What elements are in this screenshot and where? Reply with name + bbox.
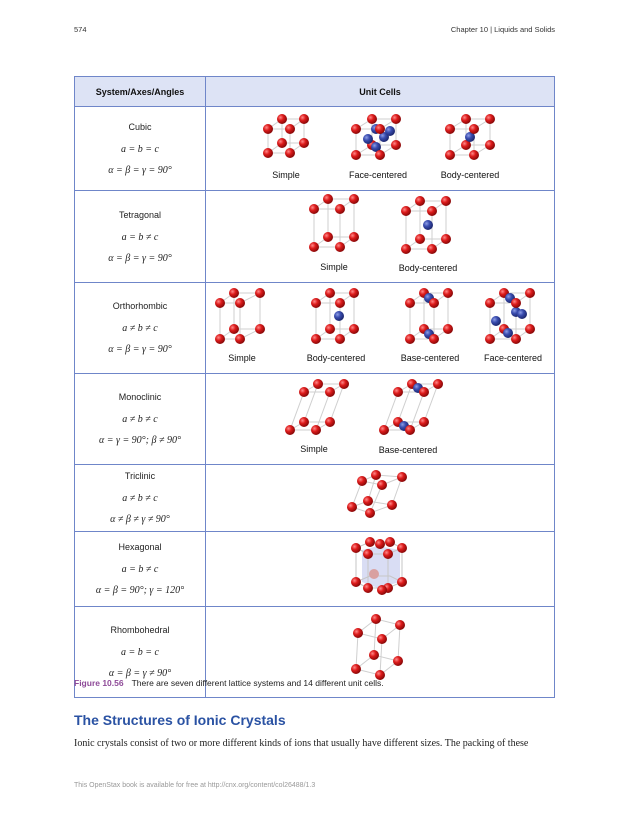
angles-relation: α = β = 90°; γ = 120° (95, 585, 185, 596)
table-row-cubic (75, 107, 555, 191)
cubic-face-centered-cell (351, 114, 401, 160)
cell-label-base-centered: Base-centered (378, 445, 438, 455)
page-footer: This OpenStax book is available for free at http://cnx.org/content/col26488/1.3 (74, 782, 316, 789)
cubic-cells-drawing (206, 107, 554, 185)
body-paragraph: Ionic crystals consist of two or more different kinds of ions that usually have different sizes. The packing of these (74, 738, 529, 749)
system-cell (75, 465, 206, 532)
column-header-unit-cells: Unit Cells (206, 77, 555, 107)
angles-relation: α = β = γ = 90° (108, 164, 172, 176)
hexagonal-cell-drawing (206, 532, 554, 601)
unit-cells-cell (206, 283, 555, 374)
axes-relation: a = b ≠ c (121, 231, 159, 243)
table-row-triclinic (75, 465, 555, 532)
system-name: Triclinic (124, 471, 156, 481)
monoclinic-simple-cell (285, 379, 349, 435)
tetragonal-body-centered-cell (401, 196, 451, 254)
system-name: Cubic (128, 121, 152, 132)
cell-label-simple: Simple (228, 353, 256, 363)
page-number: 574 (74, 25, 87, 34)
section-title: The Structures of Ionic Crystals (74, 712, 286, 728)
system-name: Monoclinic (118, 392, 162, 402)
system-name: Hexagonal (118, 542, 162, 552)
system-cell (75, 532, 206, 607)
axes-relation: a ≠ b ≠ c (122, 414, 158, 425)
unit-cells-cell (206, 107, 555, 191)
rhombohedral-cell (351, 614, 405, 680)
axes-relation: a ≠ b ≠ c (122, 323, 158, 334)
orthorhombic-face-centered-cell (485, 288, 535, 344)
orthorhombic-base-centered-cell (405, 288, 453, 344)
monoclinic-base-centered-cell (379, 379, 443, 435)
figure-label: Figure 10.56 (74, 678, 124, 688)
cubic-simple-cell (263, 114, 309, 158)
triclinic-cell-drawing (206, 465, 554, 526)
triclinic-cell (347, 470, 407, 518)
table-row-monoclinic (75, 374, 555, 465)
axes-relation: a = b = c (121, 647, 159, 658)
unit-cells-cell (206, 465, 555, 532)
orthorhombic-cells-drawing (206, 283, 554, 368)
cubic-body-centered-cell (445, 114, 495, 160)
table-row-orthorhombic (75, 283, 555, 374)
table-row-tetragonal (75, 191, 555, 283)
unit-cells-cell (206, 374, 555, 465)
cell-label-simple: Simple (272, 170, 300, 180)
table-row-hexagonal (75, 532, 555, 607)
system-cell (75, 374, 206, 465)
angles-relation: α = β = γ = 90° (108, 252, 172, 264)
axes-relation: a ≠ b ≠ c (122, 493, 158, 504)
angles-relation: α = β = γ = 90° (108, 344, 172, 355)
system-cell (75, 191, 206, 283)
axes-relation: a = b = c (121, 143, 159, 155)
cell-label-body-centered: Body-centered (440, 170, 500, 180)
column-header-system: System/Axes/Angles (75, 77, 206, 107)
orthorhombic-simple-cell (215, 288, 265, 344)
system-cell (75, 107, 206, 191)
cell-label-simple: Simple (320, 262, 348, 272)
tetragonal-simple-cell (309, 194, 359, 252)
angles-relation: α = β = γ ≠ 90° (108, 668, 172, 679)
cell-label-base-centered: Base-centered (400, 353, 460, 363)
cell-label-simple: Simple (300, 444, 328, 454)
figure-caption (74, 678, 384, 688)
caption-text: There are seven different lattice systems and 14 different unit cells. (131, 678, 384, 688)
unit-cells-cell (206, 191, 555, 283)
chapter-header: Chapter 10 | Liquids and Solids (450, 25, 555, 34)
lattice-table (74, 76, 555, 698)
unit-cells-cell (206, 532, 555, 607)
system-name: Rhombohedral (110, 625, 170, 635)
cell-label-face-centered: Face-centered (483, 353, 543, 363)
cell-label-face-centered: Face-centered (348, 170, 408, 180)
angles-relation: α ≠ β ≠ γ ≠ 90° (110, 514, 170, 525)
system-name: Orthorhombic (112, 301, 168, 311)
cell-label-body-centered: Body-centered (306, 353, 366, 363)
axes-relation: a = b ≠ c (121, 564, 159, 575)
tetragonal-cells-drawing (206, 191, 554, 277)
orthorhombic-body-centered-cell (311, 288, 359, 344)
cell-label-body-centered: Body-centered (398, 263, 458, 273)
hexagonal-cell (351, 537, 407, 595)
system-cell (75, 283, 206, 374)
angles-relation: α = γ = 90°; β ≠ 90° (99, 435, 181, 446)
system-name: Tetragonal (118, 209, 162, 220)
monoclinic-cells-drawing (206, 374, 554, 459)
